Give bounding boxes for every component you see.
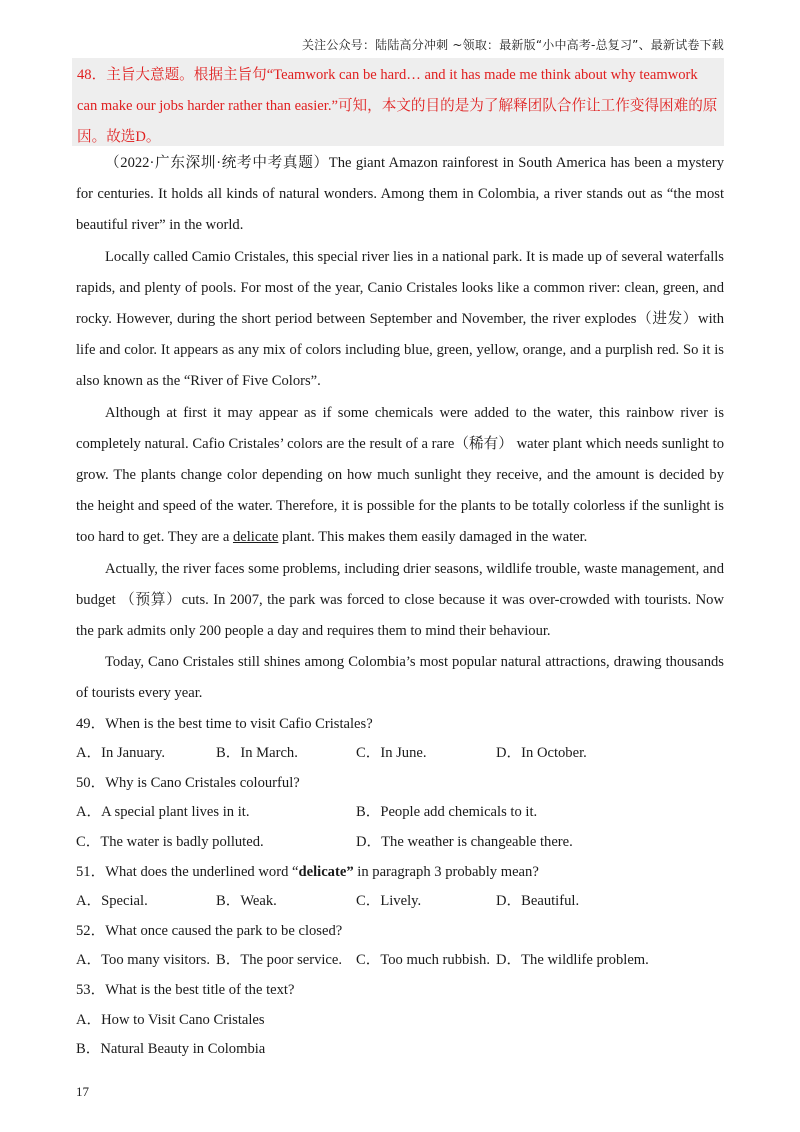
option-b: B．Weak. bbox=[216, 893, 277, 910]
reading-passage bbox=[76, 148, 724, 1065]
option-a: A．In January. bbox=[76, 745, 166, 762]
option-c: C．In June. bbox=[356, 745, 427, 762]
question-52-options bbox=[76, 946, 724, 976]
passage-paragraph-1: （2022·广东深圳·统考中考真题）The giant Amazon rainforest in South America has been a mystery for centuries. It holds all kinds of natural wonders. Among them in Colombia, a river stands out as “the most beautiful river” in the world. bbox=[76, 155, 724, 234]
question-51-keyword: delicate” bbox=[298, 863, 354, 880]
option-b: B．People add chemicals to it. bbox=[356, 804, 538, 821]
question-53-stem: 53．What is the best title of the text? bbox=[76, 982, 295, 998]
passage-paragraph-4: Actually, the river faces some problems, including drier seasons, wildlife trouble, waste management, and budget （预算）cuts. In 2007, the park was forced to close because it was over-crowded with tourists. Now the park admits only 200 people a day and requires them to mind their behaviour. bbox=[76, 560, 724, 640]
option-d: D．In October. bbox=[496, 745, 587, 762]
option-a: A．How to Visit Cano Cristales bbox=[76, 1011, 265, 1028]
option-a: A．A special plant lives in it. bbox=[76, 804, 250, 821]
option-d: D．The weather is changeable there. bbox=[356, 834, 573, 851]
option-d: D．Beautiful. bbox=[496, 893, 580, 910]
underlined-word: delicate bbox=[232, 529, 279, 546]
paragraph-3-text-b: plant. This makes them easily damaged in the water. bbox=[278, 529, 588, 546]
question-49 bbox=[76, 710, 724, 769]
passage-paragraph-3 bbox=[76, 398, 724, 554]
option-a: A．Too many visitors. bbox=[76, 952, 210, 969]
option-b: B．The poor service. bbox=[216, 952, 343, 969]
option-b: B．In March. bbox=[216, 745, 298, 762]
page-header: 关注公众号：陆陆高分冲刺 ~领取：最新版“小中高考-总复习”、最新试卷下载 bbox=[301, 38, 724, 52]
question-51-stem-a: 51．What does the underlined word “ bbox=[76, 863, 299, 880]
question-51-stem-b: in paragraph 3 probably mean? bbox=[353, 863, 539, 880]
passage-paragraph-5: Today, Cano Cristales still shines among Colombia’s most popular natural attractions, drawing thousands of tourists every year. bbox=[76, 654, 724, 702]
question-50-options-row-2 bbox=[76, 828, 724, 858]
option-c: C．The water is badly polluted. bbox=[76, 834, 264, 851]
question-51-options bbox=[76, 887, 724, 917]
option-a: A．Special. bbox=[76, 893, 148, 910]
option-b: B．Natural Beauty in Colombia bbox=[76, 1041, 266, 1058]
question-51 bbox=[76, 858, 724, 917]
answer-explanation-box bbox=[72, 58, 724, 146]
question-50 bbox=[76, 769, 724, 858]
page-number: 17 bbox=[76, 1084, 89, 1099]
question-50-options-row-1 bbox=[76, 798, 724, 828]
question-50-stem: 50．Why is Cano Cristales colourful? bbox=[76, 774, 300, 791]
question-51-stem bbox=[76, 858, 724, 888]
paragraph-3-text-a: Although at first it may appear as if some chemicals were added to the water, this rainbow river is completely natural. Cafio Cristales’ colors are the result of a rare（稀有） water plant which needs sunlight to grow. The plants change color depending on how much sunlight they receive, and the amount is decided by the height and speed of the water. Therefore, it is possible for the plants to be totally colorless if the sunlight is too hard to get. They are a bbox=[76, 404, 724, 546]
passage-paragraph-2: Locally called Camio Cristales, this special river lies in a national park. It is made up of several waterfalls rapids, and plenty of pools. For most of the year, Canio Cristales looks like a common river: clean, green, and rocky. However, during the short period between September and November, the river explodes（进发）with life and color. It appears as any mix of colors including blue, green, yellow, orange, and a purplish red. So it is also known as the “River of Five Colors”. bbox=[76, 248, 724, 390]
option-d: D．The wildlife problem. bbox=[496, 952, 649, 969]
option-c: C．Too much rubbish. bbox=[356, 952, 490, 969]
question-52 bbox=[76, 917, 724, 976]
question-52-stem: 52．What once caused the park to be closed? bbox=[76, 922, 343, 939]
question-49-options bbox=[76, 739, 724, 769]
answer-explanation-text: 48．主旨大意题。根据主旨句“Teamwork can be hard… and it has made me think about why teamwork can make our jobs harder rather than easier.”可知，本文的目的是为了解释团队合作让工作变得困难的原因。故选D。 bbox=[77, 67, 718, 145]
question-53 bbox=[76, 976, 724, 1065]
option-c: C．Lively. bbox=[356, 893, 422, 910]
question-49-stem: 49．When is the best time to visit Cafio Cristales? bbox=[76, 715, 373, 732]
